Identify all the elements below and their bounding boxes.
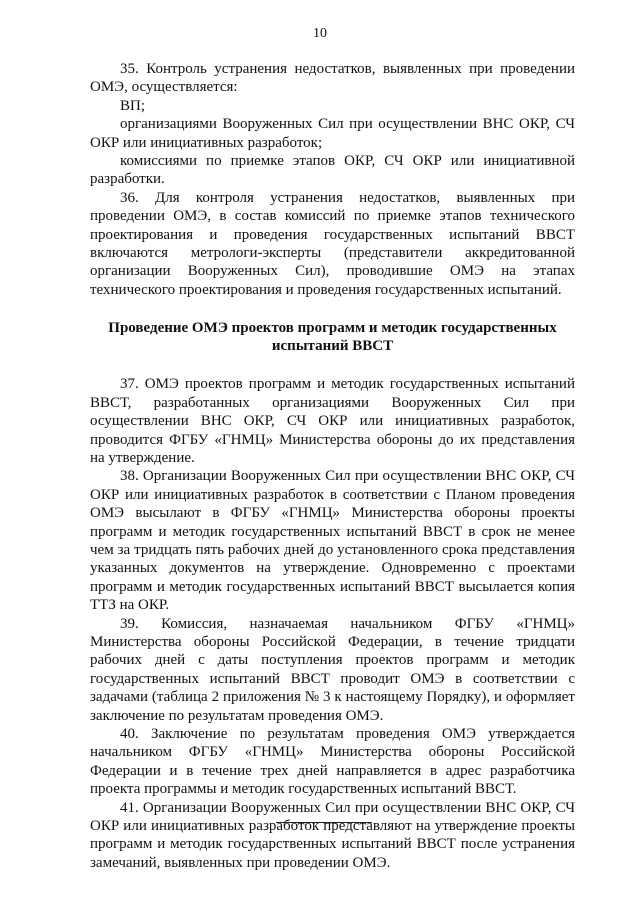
paragraph-37: 37. ОМЭ проектов программ и методик государственных испытаний ВВСТ, разработанных организациями Вооруженных Сил при осуществлении ВНС ОКР, СЧ ОКР или инициативных разработок, проводится ФГБУ «ГНМЦ» Министерства обороны до их представления на утверждение. <box>90 376 575 466</box>
document-body <box>90 60 575 872</box>
paragraph-40: 40. Заключение по результатам проведения ОМЭ утверждается начальником ФГБУ «ГНМЦ» Министерства обороны Российской Федерации и в течение трех дней направляется в адрес разработчика проекта программы и методик государственных испытаний ВВСТ. <box>90 726 575 798</box>
section-heading: Проведение ОМЭ проектов программ и методик государственных испытаний ВВСТ <box>108 320 557 355</box>
page-number: 10 <box>313 26 327 41</box>
paragraph-35-item-vp: ВП; <box>120 97 146 114</box>
paragraph-35-item-commissions: комиссиями по приемке этапов ОКР, СЧ ОКР или инициативной разработки. <box>90 153 575 188</box>
paragraph-38: 38. Организации Вооруженных Сил при осуществлении ВНС ОКР, СЧ ОКР или инициативных разработок в соответствии с Планом проведения ОМЭ высылают в ФГБУ «ГНМЦ» Министерства обороны проекты программ и методик государственных испытаний ВВСТ в срок не менее чем за тридцать пять рабочих дней до установленного срока представления указанных документов на утверждение. Одновременно с проектами программ и методик государственных испытаний ВВСТ высылается копия ТТЗ на ОКР. <box>90 468 575 614</box>
paragraph-35-item-organizations: организациями Вооруженных Сил при осуществлении ВНС ОКР, СЧ ОКР или инициативных разработок; <box>90 116 575 151</box>
paragraph-35: 35. Контроль устранения недостатков, выявленных при проведении ОМЭ, осуществляется: <box>90 61 575 96</box>
paragraph-41: 41. Организации Вооруженных Сил при осуществлении ВНС ОКР, СЧ ОКР или инициативных разработок представляют на утверждение проекты программ и методик государственных испытаний ВВСТ после устранения замечаний, выявленных при проведении ОМЭ. <box>90 799 575 871</box>
end-separator-line <box>276 822 372 823</box>
paragraph-36: 36. Для контроля устранения недостатков, выявленных при проведении ОМЭ, в состав комиссий по приемке этапов технического проектирования и проведения государственных испытаний ВВСТ включаются метрологи-эксперты (представители аккредитованной организации Вооруженных Сил), проводившие ОМЭ на этапах технического проектирования и проведения государственных испытаний. <box>90 189 575 298</box>
paragraph-39: 39. Комиссия, назначаемая начальником ФГБУ «ГНМЦ» Министерства обороны Российской Федерации, в течение тридцати рабочих дней с даты поступления проектов программ и методик государственных испытаний ВВСТ проводит ОМЭ в соответствии с задачами (таблица 2 приложения № 3 к настоящему Порядку), и оформляет заключение по результатам проведения ОМЭ. <box>90 615 575 724</box>
